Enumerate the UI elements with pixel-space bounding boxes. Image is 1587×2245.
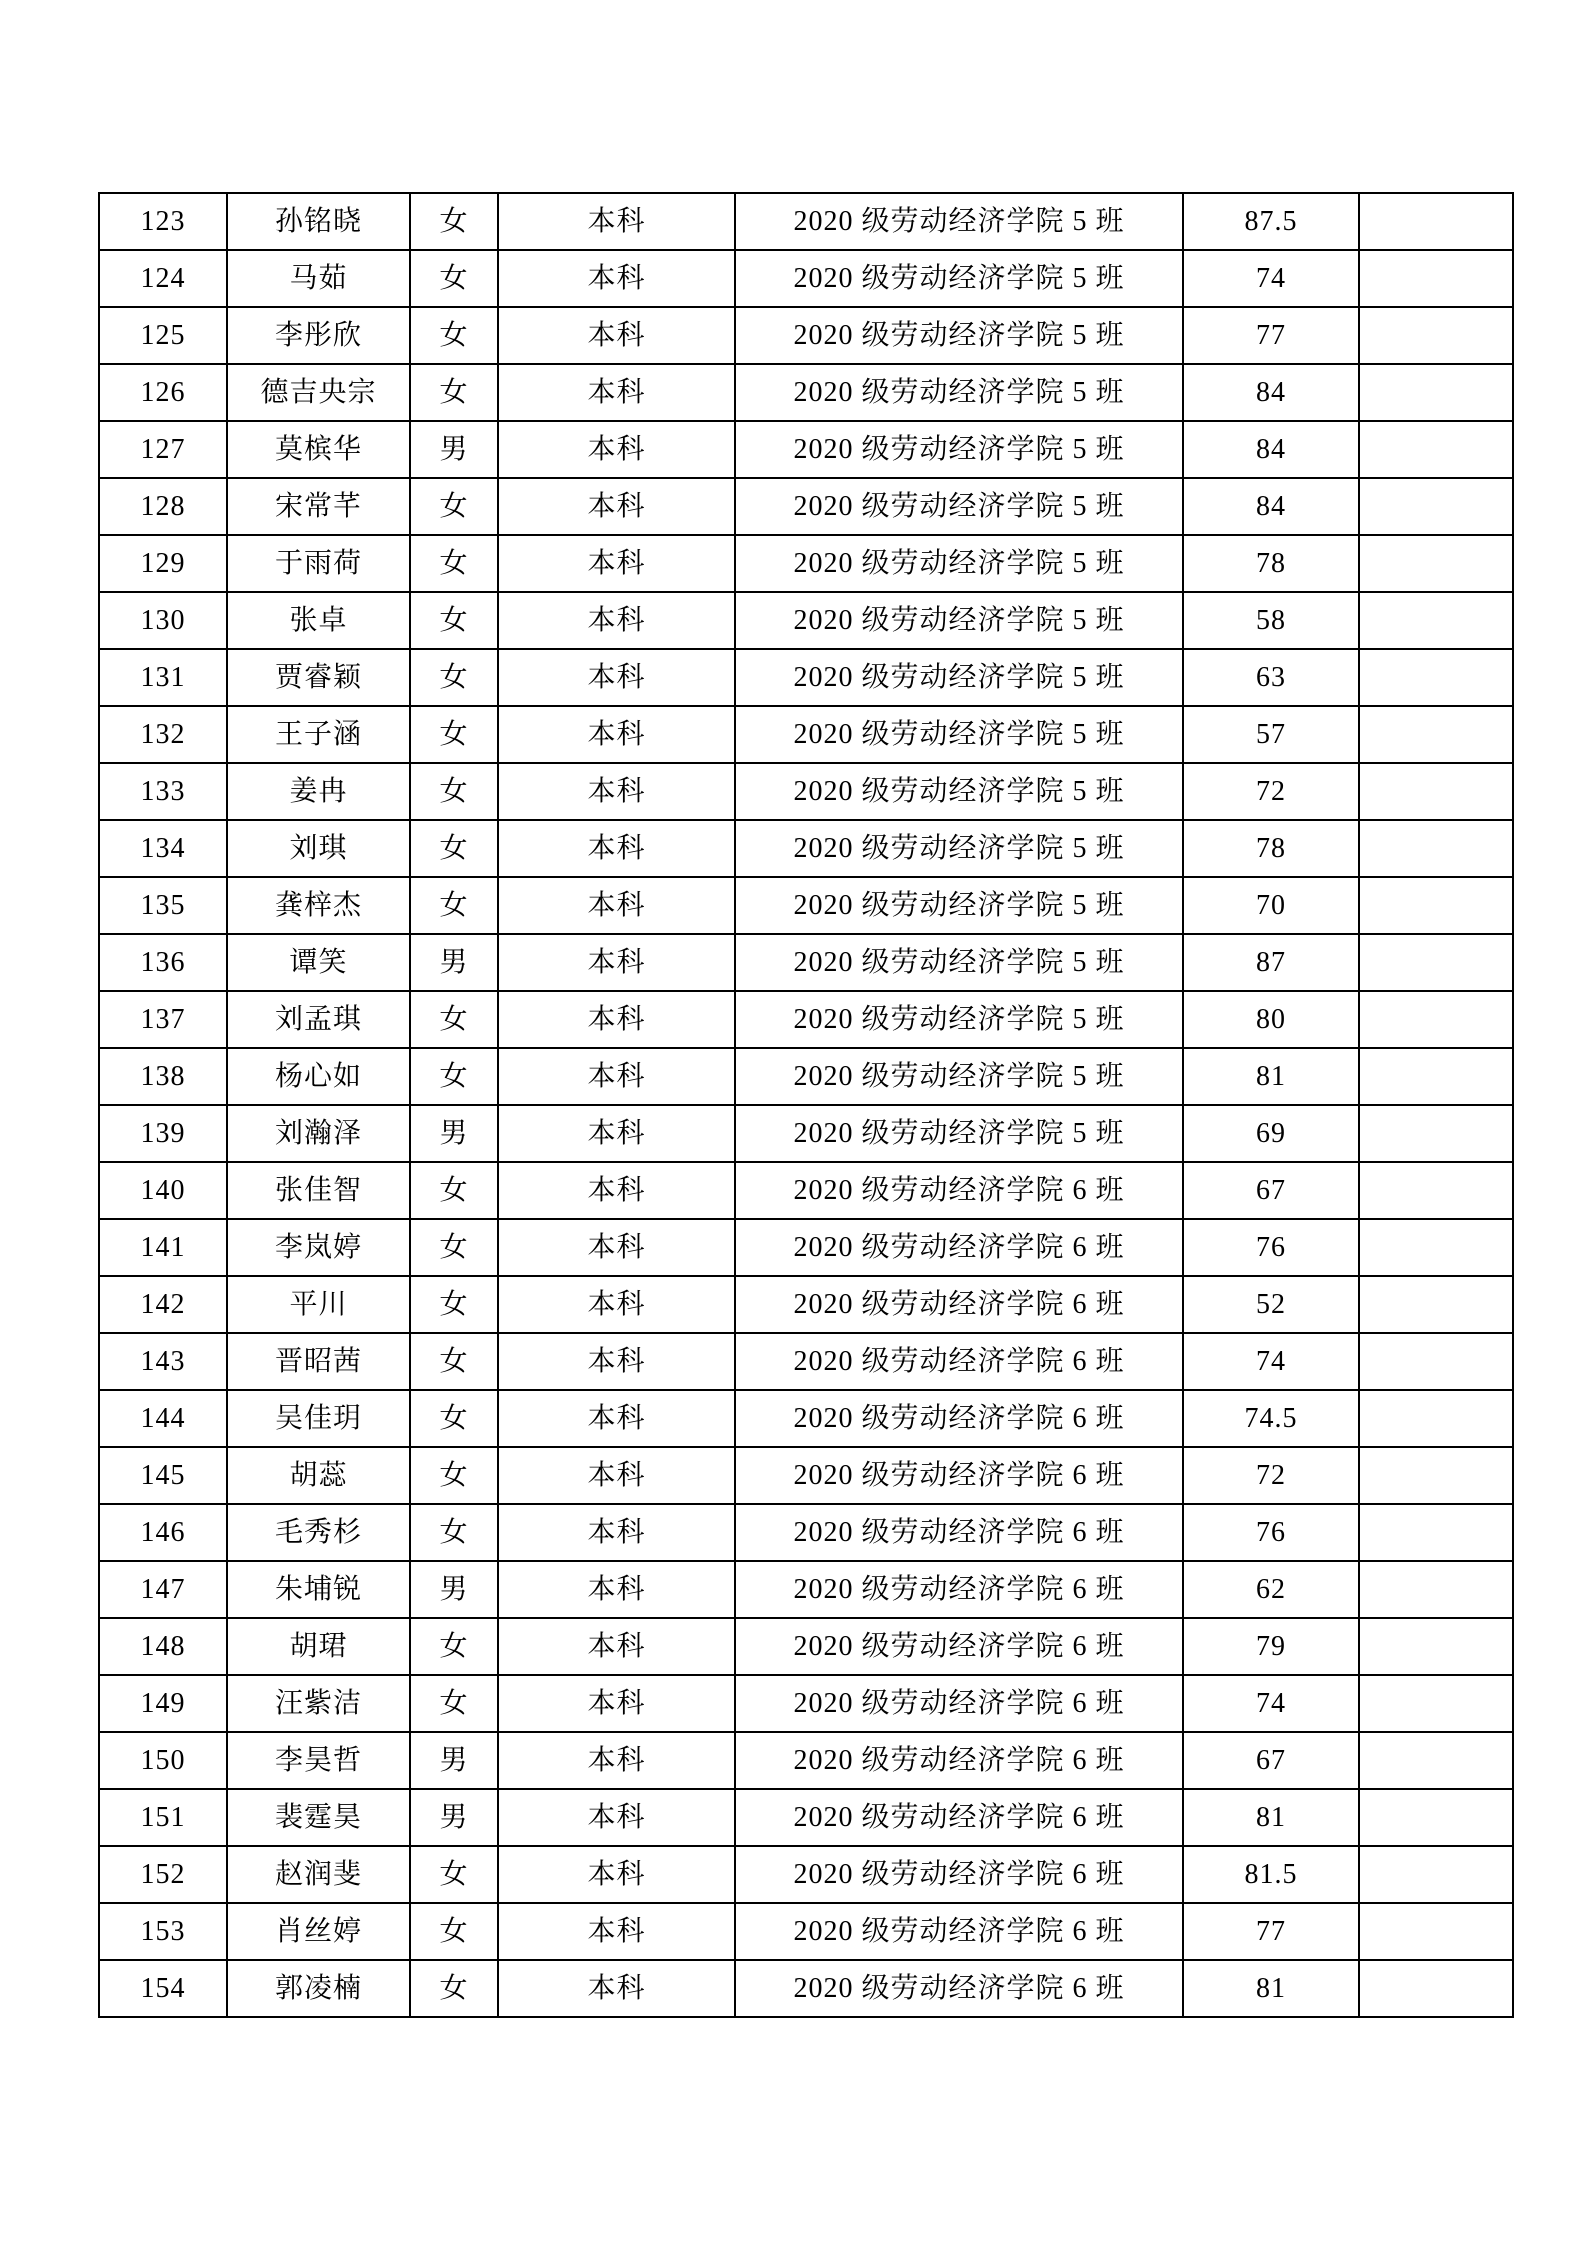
cell-student-number: 124 <box>99 250 227 307</box>
table-row <box>99 763 1513 820</box>
cell-student-name: 郭凌楠 <box>227 1960 410 2017</box>
cell-gender: 女 <box>410 1618 498 1675</box>
cell-score: 80 <box>1183 991 1359 1048</box>
cell-degree: 本科 <box>498 421 735 478</box>
cell-gender: 女 <box>410 1846 498 1903</box>
cell-gender: 女 <box>410 1675 498 1732</box>
cell-student-number: 147 <box>99 1561 227 1618</box>
cell-score: 74 <box>1183 1333 1359 1390</box>
table-row <box>99 1732 1513 1789</box>
table-row <box>99 1333 1513 1390</box>
cell-student-name: 张卓 <box>227 592 410 649</box>
cell-note <box>1359 1561 1513 1618</box>
cell-student-number: 139 <box>99 1105 227 1162</box>
student-roster-table <box>98 192 1512 2018</box>
cell-gender: 女 <box>410 250 498 307</box>
cell-gender: 女 <box>410 1333 498 1390</box>
cell-degree: 本科 <box>498 1219 735 1276</box>
cell-student-name: 马茹 <box>227 250 410 307</box>
cell-student-number: 153 <box>99 1903 227 1960</box>
cell-note <box>1359 649 1513 706</box>
cell-note <box>1359 478 1513 535</box>
table-row <box>99 934 1513 991</box>
cell-degree: 本科 <box>498 877 735 934</box>
cell-gender: 女 <box>410 877 498 934</box>
cell-degree: 本科 <box>498 649 735 706</box>
cell-student-number: 130 <box>99 592 227 649</box>
cell-gender: 女 <box>410 1447 498 1504</box>
table-row <box>99 877 1513 934</box>
cell-student-number: 131 <box>99 649 227 706</box>
cell-score: 57 <box>1183 706 1359 763</box>
cell-class-name: 2020 级劳动经济学院 5 班 <box>735 820 1183 877</box>
cell-score: 58 <box>1183 592 1359 649</box>
cell-degree: 本科 <box>498 1504 735 1561</box>
cell-degree: 本科 <box>498 763 735 820</box>
cell-note <box>1359 763 1513 820</box>
cell-student-name: 姜冉 <box>227 763 410 820</box>
cell-score: 78 <box>1183 820 1359 877</box>
cell-note <box>1359 820 1513 877</box>
table-row <box>99 307 1513 364</box>
cell-student-name: 宋常芊 <box>227 478 410 535</box>
cell-student-number: 126 <box>99 364 227 421</box>
cell-class-name: 2020 级劳动经济学院 6 班 <box>735 1333 1183 1390</box>
table-row <box>99 1618 1513 1675</box>
cell-gender: 男 <box>410 934 498 991</box>
cell-degree: 本科 <box>498 1903 735 1960</box>
cell-score: 63 <box>1183 649 1359 706</box>
roster-table <box>98 192 1514 2018</box>
cell-score: 74 <box>1183 250 1359 307</box>
cell-student-name: 胡蕊 <box>227 1447 410 1504</box>
cell-note <box>1359 706 1513 763</box>
cell-note <box>1359 934 1513 991</box>
cell-student-number: 132 <box>99 706 227 763</box>
cell-student-name: 刘琪 <box>227 820 410 877</box>
cell-score: 87.5 <box>1183 193 1359 250</box>
cell-class-name: 2020 级劳动经济学院 6 班 <box>735 1276 1183 1333</box>
cell-student-number: 145 <box>99 1447 227 1504</box>
cell-score: 72 <box>1183 763 1359 820</box>
cell-gender: 男 <box>410 1789 498 1846</box>
cell-score: 72 <box>1183 1447 1359 1504</box>
cell-score: 52 <box>1183 1276 1359 1333</box>
cell-degree: 本科 <box>498 1561 735 1618</box>
cell-student-number: 154 <box>99 1960 227 2017</box>
cell-gender: 男 <box>410 1105 498 1162</box>
cell-gender: 女 <box>410 1960 498 2017</box>
cell-gender: 男 <box>410 1561 498 1618</box>
cell-class-name: 2020 级劳动经济学院 5 班 <box>735 307 1183 364</box>
cell-class-name: 2020 级劳动经济学院 6 班 <box>735 1903 1183 1960</box>
roster-table-body <box>99 193 1513 2017</box>
cell-score: 84 <box>1183 364 1359 421</box>
cell-note <box>1359 1219 1513 1276</box>
cell-score: 67 <box>1183 1732 1359 1789</box>
cell-student-name: 王子涵 <box>227 706 410 763</box>
cell-gender: 男 <box>410 1732 498 1789</box>
cell-class-name: 2020 级劳动经济学院 5 班 <box>735 934 1183 991</box>
cell-student-name: 于雨荷 <box>227 535 410 592</box>
cell-note <box>1359 1960 1513 2017</box>
cell-class-name: 2020 级劳动经济学院 5 班 <box>735 535 1183 592</box>
cell-student-name: 贾睿颖 <box>227 649 410 706</box>
cell-note <box>1359 1105 1513 1162</box>
cell-gender: 女 <box>410 364 498 421</box>
cell-degree: 本科 <box>498 934 735 991</box>
cell-note <box>1359 1789 1513 1846</box>
cell-note <box>1359 991 1513 1048</box>
cell-note <box>1359 1162 1513 1219</box>
cell-score: 76 <box>1183 1219 1359 1276</box>
cell-gender: 女 <box>410 1276 498 1333</box>
cell-note <box>1359 1732 1513 1789</box>
cell-degree: 本科 <box>498 1732 735 1789</box>
cell-gender: 女 <box>410 1390 498 1447</box>
cell-student-number: 142 <box>99 1276 227 1333</box>
cell-gender: 女 <box>410 1219 498 1276</box>
cell-student-number: 133 <box>99 763 227 820</box>
cell-note <box>1359 307 1513 364</box>
cell-note <box>1359 1048 1513 1105</box>
cell-student-name: 张佳智 <box>227 1162 410 1219</box>
cell-degree: 本科 <box>498 1105 735 1162</box>
cell-score: 67 <box>1183 1162 1359 1219</box>
cell-score: 81 <box>1183 1048 1359 1105</box>
cell-gender: 女 <box>410 649 498 706</box>
cell-gender: 女 <box>410 991 498 1048</box>
cell-score: 84 <box>1183 478 1359 535</box>
cell-student-name: 朱埔锐 <box>227 1561 410 1618</box>
table-row <box>99 1561 1513 1618</box>
cell-gender: 女 <box>410 307 498 364</box>
cell-gender: 女 <box>410 1504 498 1561</box>
cell-class-name: 2020 级劳动经济学院 6 班 <box>735 1447 1183 1504</box>
cell-student-number: 146 <box>99 1504 227 1561</box>
cell-note <box>1359 1903 1513 1960</box>
cell-student-number: 150 <box>99 1732 227 1789</box>
cell-note <box>1359 877 1513 934</box>
table-row <box>99 649 1513 706</box>
cell-class-name: 2020 级劳动经济学院 5 班 <box>735 649 1183 706</box>
table-row <box>99 1675 1513 1732</box>
cell-student-name: 德吉央宗 <box>227 364 410 421</box>
cell-class-name: 2020 级劳动经济学院 5 班 <box>735 706 1183 763</box>
table-row <box>99 1846 1513 1903</box>
cell-degree: 本科 <box>498 1789 735 1846</box>
cell-gender: 女 <box>410 1162 498 1219</box>
table-row <box>99 1960 1513 2017</box>
cell-score: 81 <box>1183 1960 1359 2017</box>
cell-student-name: 肖丝婷 <box>227 1903 410 1960</box>
cell-degree: 本科 <box>498 535 735 592</box>
cell-score: 76 <box>1183 1504 1359 1561</box>
cell-degree: 本科 <box>498 193 735 250</box>
table-row <box>99 1219 1513 1276</box>
cell-note <box>1359 1504 1513 1561</box>
cell-class-name: 2020 级劳动经济学院 6 班 <box>735 1732 1183 1789</box>
table-row <box>99 364 1513 421</box>
cell-student-name: 晋昭茜 <box>227 1333 410 1390</box>
cell-student-number: 136 <box>99 934 227 991</box>
cell-student-name: 莫槟华 <box>227 421 410 478</box>
table-row <box>99 535 1513 592</box>
cell-student-name: 刘孟琪 <box>227 991 410 1048</box>
cell-student-name: 李彤欣 <box>227 307 410 364</box>
cell-student-number: 141 <box>99 1219 227 1276</box>
cell-score: 77 <box>1183 307 1359 364</box>
cell-score: 69 <box>1183 1105 1359 1162</box>
cell-gender: 女 <box>410 763 498 820</box>
table-row <box>99 592 1513 649</box>
cell-gender: 女 <box>410 1903 498 1960</box>
cell-class-name: 2020 级劳动经济学院 6 班 <box>735 1561 1183 1618</box>
cell-degree: 本科 <box>498 1390 735 1447</box>
cell-class-name: 2020 级劳动经济学院 6 班 <box>735 1219 1183 1276</box>
cell-student-name: 刘瀚泽 <box>227 1105 410 1162</box>
cell-degree: 本科 <box>498 250 735 307</box>
cell-degree: 本科 <box>498 1162 735 1219</box>
cell-note <box>1359 1618 1513 1675</box>
cell-class-name: 2020 级劳动经济学院 5 班 <box>735 877 1183 934</box>
cell-class-name: 2020 级劳动经济学院 6 班 <box>735 1846 1183 1903</box>
cell-score: 87 <box>1183 934 1359 991</box>
table-row <box>99 1789 1513 1846</box>
cell-score: 77 <box>1183 1903 1359 1960</box>
cell-gender: 女 <box>410 592 498 649</box>
cell-student-number: 129 <box>99 535 227 592</box>
cell-degree: 本科 <box>498 1846 735 1903</box>
cell-class-name: 2020 级劳动经济学院 6 班 <box>735 1789 1183 1846</box>
cell-degree: 本科 <box>498 820 735 877</box>
cell-degree: 本科 <box>498 1960 735 2017</box>
cell-degree: 本科 <box>498 706 735 763</box>
cell-degree: 本科 <box>498 592 735 649</box>
cell-student-name: 胡珺 <box>227 1618 410 1675</box>
cell-student-number: 143 <box>99 1333 227 1390</box>
cell-student-number: 134 <box>99 820 227 877</box>
cell-student-name: 龚梓杰 <box>227 877 410 934</box>
cell-student-name: 赵润斐 <box>227 1846 410 1903</box>
cell-class-name: 2020 级劳动经济学院 5 班 <box>735 1048 1183 1105</box>
cell-student-number: 123 <box>99 193 227 250</box>
cell-note <box>1359 1390 1513 1447</box>
cell-score: 70 <box>1183 877 1359 934</box>
cell-score: 74.5 <box>1183 1390 1359 1447</box>
table-row <box>99 1447 1513 1504</box>
cell-gender: 女 <box>410 478 498 535</box>
cell-student-number: 151 <box>99 1789 227 1846</box>
cell-student-number: 152 <box>99 1846 227 1903</box>
cell-student-name: 汪紫洁 <box>227 1675 410 1732</box>
cell-note <box>1359 1846 1513 1903</box>
cell-note <box>1359 250 1513 307</box>
table-row <box>99 706 1513 763</box>
cell-score: 62 <box>1183 1561 1359 1618</box>
cell-gender: 女 <box>410 193 498 250</box>
cell-degree: 本科 <box>498 1333 735 1390</box>
cell-gender: 女 <box>410 706 498 763</box>
table-row <box>99 1390 1513 1447</box>
cell-class-name: 2020 级劳动经济学院 5 班 <box>735 421 1183 478</box>
table-row <box>99 1105 1513 1162</box>
cell-student-number: 149 <box>99 1675 227 1732</box>
cell-student-name: 吴佳玥 <box>227 1390 410 1447</box>
cell-student-number: 135 <box>99 877 227 934</box>
cell-class-name: 2020 级劳动经济学院 6 班 <box>735 1618 1183 1675</box>
cell-student-name: 谭笑 <box>227 934 410 991</box>
table-row <box>99 478 1513 535</box>
cell-student-name: 杨心如 <box>227 1048 410 1105</box>
cell-score: 84 <box>1183 421 1359 478</box>
cell-degree: 本科 <box>498 1675 735 1732</box>
cell-class-name: 2020 级劳动经济学院 6 班 <box>735 1390 1183 1447</box>
table-row <box>99 1276 1513 1333</box>
cell-class-name: 2020 级劳动经济学院 6 班 <box>735 1675 1183 1732</box>
cell-student-name: 李岚婷 <box>227 1219 410 1276</box>
cell-score: 81.5 <box>1183 1846 1359 1903</box>
cell-gender: 男 <box>410 421 498 478</box>
cell-degree: 本科 <box>498 364 735 421</box>
cell-score: 79 <box>1183 1618 1359 1675</box>
cell-student-number: 144 <box>99 1390 227 1447</box>
table-row <box>99 991 1513 1048</box>
table-row <box>99 1162 1513 1219</box>
cell-note <box>1359 364 1513 421</box>
table-row <box>99 1048 1513 1105</box>
table-row <box>99 193 1513 250</box>
cell-gender: 女 <box>410 820 498 877</box>
cell-class-name: 2020 级劳动经济学院 5 班 <box>735 478 1183 535</box>
cell-note <box>1359 1675 1513 1732</box>
cell-note <box>1359 1276 1513 1333</box>
cell-class-name: 2020 级劳动经济学院 5 班 <box>735 991 1183 1048</box>
table-row <box>99 1504 1513 1561</box>
cell-gender: 女 <box>410 1048 498 1105</box>
cell-score: 74 <box>1183 1675 1359 1732</box>
cell-note <box>1359 1447 1513 1504</box>
cell-student-number: 148 <box>99 1618 227 1675</box>
cell-note <box>1359 193 1513 250</box>
cell-gender: 女 <box>410 535 498 592</box>
cell-degree: 本科 <box>498 1447 735 1504</box>
cell-note <box>1359 421 1513 478</box>
cell-class-name: 2020 级劳动经济学院 5 班 <box>735 364 1183 421</box>
cell-class-name: 2020 级劳动经济学院 5 班 <box>735 193 1183 250</box>
cell-class-name: 2020 级劳动经济学院 5 班 <box>735 592 1183 649</box>
table-row <box>99 1903 1513 1960</box>
table-row <box>99 820 1513 877</box>
cell-class-name: 2020 级劳动经济学院 6 班 <box>735 1504 1183 1561</box>
cell-student-number: 138 <box>99 1048 227 1105</box>
cell-degree: 本科 <box>498 991 735 1048</box>
cell-student-number: 140 <box>99 1162 227 1219</box>
cell-score: 81 <box>1183 1789 1359 1846</box>
cell-student-name: 裴霆昊 <box>227 1789 410 1846</box>
cell-note <box>1359 535 1513 592</box>
cell-student-name: 孙铭晓 <box>227 193 410 250</box>
cell-degree: 本科 <box>498 1048 735 1105</box>
cell-student-number: 125 <box>99 307 227 364</box>
cell-class-name: 2020 级劳动经济学院 5 班 <box>735 250 1183 307</box>
cell-student-number: 128 <box>99 478 227 535</box>
cell-class-name: 2020 级劳动经济学院 6 班 <box>735 1162 1183 1219</box>
cell-note <box>1359 1333 1513 1390</box>
cell-class-name: 2020 级劳动经济学院 6 班 <box>735 1960 1183 2017</box>
cell-student-number: 137 <box>99 991 227 1048</box>
cell-student-name: 李昊哲 <box>227 1732 410 1789</box>
cell-note <box>1359 592 1513 649</box>
cell-degree: 本科 <box>498 1276 735 1333</box>
cell-student-name: 平川 <box>227 1276 410 1333</box>
cell-degree: 本科 <box>498 307 735 364</box>
cell-degree: 本科 <box>498 478 735 535</box>
cell-degree: 本科 <box>498 1618 735 1675</box>
cell-student-number: 127 <box>99 421 227 478</box>
cell-score: 78 <box>1183 535 1359 592</box>
cell-student-name: 毛秀杉 <box>227 1504 410 1561</box>
table-row <box>99 421 1513 478</box>
table-row <box>99 250 1513 307</box>
cell-class-name: 2020 级劳动经济学院 5 班 <box>735 1105 1183 1162</box>
cell-class-name: 2020 级劳动经济学院 5 班 <box>735 763 1183 820</box>
